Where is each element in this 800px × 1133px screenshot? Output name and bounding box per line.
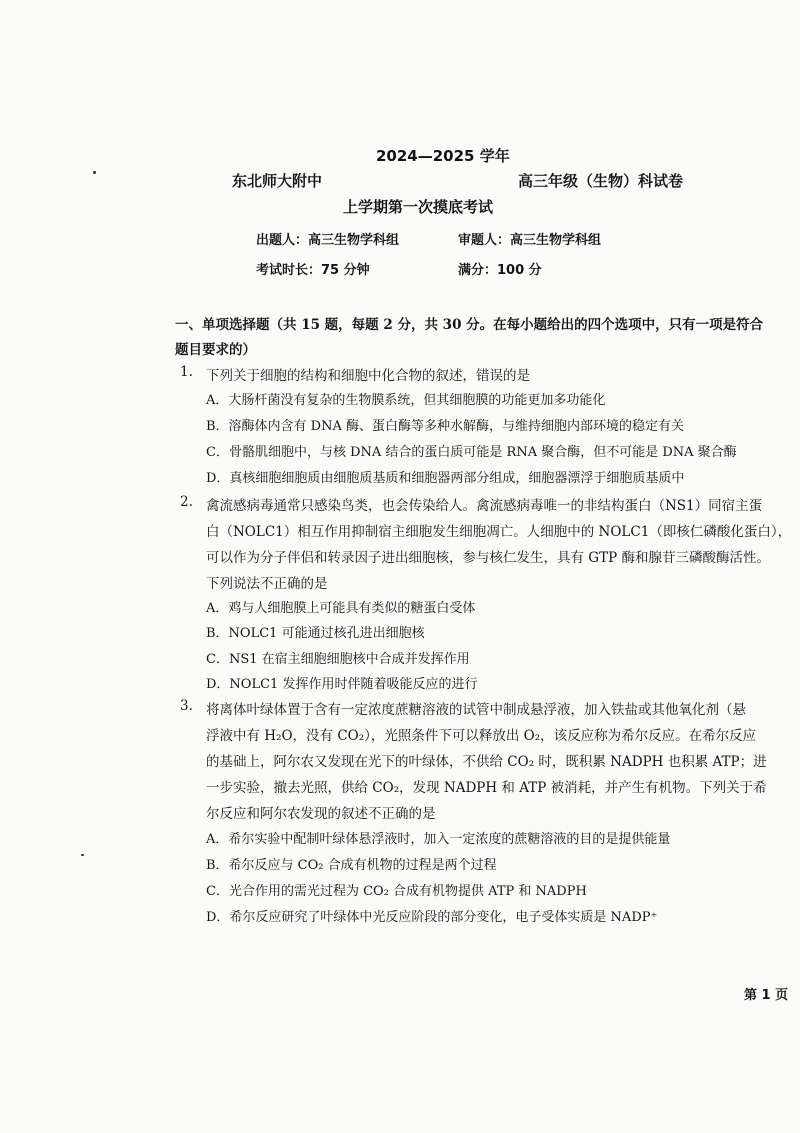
question-stem: 将离体叶绿体置于含有一定浓度蔗糖溶液的试管中制成悬浮液，加入铁盐或其他氧化剂（悬 bbox=[206, 702, 746, 718]
exam-duration: 考试时长：75 分钟 bbox=[256, 263, 370, 278]
question-stem: 下列说法不正确的是 bbox=[206, 576, 328, 592]
section-heading: 一、单项选择题（共 15 题，每题 2 分，共 30 分。在每小题给出的四个选项中，只有一项是符合 bbox=[175, 317, 764, 333]
question-number: 3. bbox=[180, 698, 193, 714]
question-stem: 一步实验，撤去光照，供给 CO₂，发现 NADPH 和 ATP 被消耗，并产生有机物。下列关于希 bbox=[206, 780, 767, 796]
question-stem: 白（NOLC1）相互作用抑制宿主细胞发生细胞凋亡。人细胞中的 NOLC1（即核仁磷酸化蛋白）， bbox=[206, 524, 792, 540]
option-b: B．溶酶体内含有 DNA 酶、蛋白酶等多种水解酶，与维持细胞内部环境的稳定有关 bbox=[206, 419, 685, 434]
option-c: C．光合作用的需光过程为 CO₂ 合成有机物提供 ATP 和 NADPH bbox=[206, 884, 587, 899]
option-d: D．希尔反应研究了叶绿体中光反应阶段的部分变化，电子受体实质是 NADP⁺ bbox=[206, 910, 658, 925]
option-d: D．真核细胞细胞质由细胞质基质和细胞器两部分组成，细胞器漂浮于细胞质基质中 bbox=[206, 471, 685, 486]
option-b: B．希尔反应与 CO₂ 合成有机物的过程是两个过程 bbox=[206, 858, 497, 873]
question-stem: 的基础上，阿尔农又发现在光下的叶绿体，不供给 CO₂ 时，既积累 NADPH 也积累 ATP；进 bbox=[206, 754, 767, 770]
exam-title: 高三年级（生物）科试卷 bbox=[518, 172, 684, 190]
scan-speck bbox=[93, 171, 96, 174]
option-c: C．骨骼肌细胞中，与核 DNA 结合的蛋白质可能是 RNA 聚合酶，但不可能是 DNA 聚合酶 bbox=[206, 445, 737, 460]
option-c: C．NS1 在宿主细胞细胞核中合成并发挥作用 bbox=[206, 652, 470, 667]
question-stem: 下列关于细胞的结构和细胞中化合物的叙述，错误的是 bbox=[206, 368, 530, 384]
exam-term: 上学期第一次摸底考试 bbox=[343, 198, 494, 216]
exam-year: 2024—2025 学年 bbox=[376, 147, 510, 165]
question-stem: 可以作为分子伴侣和转录因子进出细胞核，参与核仁发生，具有 GTP 酶和腺苷三磷酸酶活性。 bbox=[206, 550, 770, 566]
option-b: B．NOLC1 可能通过核孔进出细胞核 bbox=[206, 626, 425, 641]
option-d: D．NOLC1 发挥作用时伴随着吸能反应的进行 bbox=[206, 677, 478, 692]
question-stem: 禽流感病毒通常只感染鸟类，也会传染给人。禽流感病毒唯一的非结构蛋白（NS1）同宿主蛋 bbox=[206, 498, 763, 514]
section-heading-cont: 题目要求的） bbox=[175, 342, 256, 358]
school-name: 东北师大附中 bbox=[232, 172, 323, 190]
question-reviewer: 审题人：高三生物学科组 bbox=[458, 233, 602, 248]
option-a: A．希尔实验中配制叶绿体悬浮液时，加入一定浓度的蔗糖溶液的目的是提供能量 bbox=[206, 832, 671, 847]
page-number: 第 1 页 bbox=[744, 988, 789, 1003]
option-a: A．鸡与人细胞膜上可能具有类似的糖蛋白受体 bbox=[206, 601, 476, 616]
question-number: 2. bbox=[180, 494, 193, 510]
question-stem: 浮液中有 H₂O，没有 CO₂），光照条件下可以释放出 O₂，该反应称为希尔反应。在希尔反应 bbox=[206, 728, 757, 744]
question-setter: 出题人：高三生物学科组 bbox=[256, 233, 400, 248]
question-stem: 尔反应和阿尔农发现的叙述不正确的是 bbox=[206, 806, 436, 822]
option-a: A．大肠杆菌没有复杂的生物膜系统，但其细胞膜的功能更加多功能化 bbox=[206, 393, 606, 408]
scan-speck bbox=[81, 854, 84, 856]
full-score: 满分：100 分 bbox=[458, 263, 542, 278]
question-number: 1. bbox=[180, 364, 193, 380]
